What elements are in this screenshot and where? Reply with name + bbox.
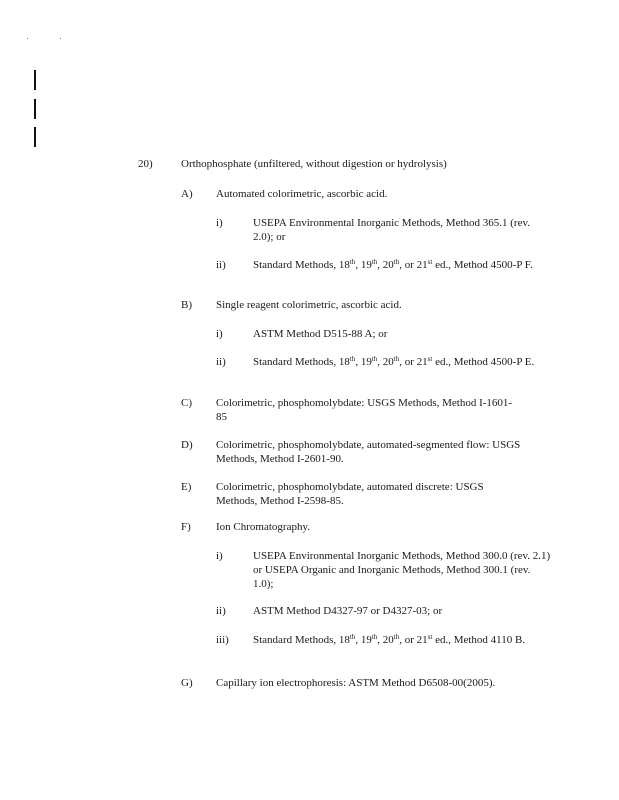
scan-mark — [27, 38, 28, 39]
item-text: Colorimetric, phosphomolybdate, automated discrete: USGS Methods, Method I-2598-85. — [216, 481, 484, 507]
section-number: 20) — [138, 158, 153, 170]
item-label: D) — [181, 439, 193, 451]
item-label: C) — [181, 397, 192, 409]
item-label: F) — [181, 521, 191, 533]
subitem-label: ii) — [216, 259, 226, 271]
item-label: E) — [181, 481, 192, 493]
subitem-text: Standard Methods, 18th, 19th, 20th, or 21st ed., Method 4500-P F. — [253, 258, 533, 271]
subitem-label: ii) — [216, 605, 226, 617]
item-label: A) — [181, 188, 193, 200]
change-bar — [34, 70, 36, 90]
subitem-label: ii) — [216, 356, 226, 368]
section-title: Orthophosphate (unfiltered, without digestion or hydrolysis) — [181, 158, 447, 170]
item-text: Colorimetric, phosphomolybdate, automated-segmented flow: USGS Methods, Method I-2601-90. — [216, 439, 521, 465]
item-text: Ion Chromatography. — [216, 521, 310, 533]
item-text: Automated colorimetric, ascorbic acid. — [216, 188, 388, 200]
change-bar — [34, 127, 36, 147]
scan-mark — [60, 38, 61, 39]
subitem-label: iii) — [216, 634, 229, 646]
subitem-text: ASTM Method D4327-97 or D4327-03; or — [253, 605, 443, 617]
subitem-text: Standard Methods, 18th, 19th, 20th, or 21st ed., Method 4110 B. — [253, 633, 526, 646]
item-text: Single reagent colorimetric, ascorbic acid. — [216, 299, 402, 311]
subitem-label: i) — [216, 217, 223, 229]
subitem-label: i) — [216, 328, 223, 340]
subitem-text: USEPA Environmental Inorganic Methods, Method 365.1 (rev. 2.0); or — [253, 217, 531, 243]
change-bar — [34, 99, 36, 119]
subitem-label: i) — [216, 550, 223, 562]
item-label: B) — [181, 299, 192, 311]
subitem-text: Standard Methods, 18th, 19th, 20th, or 21st ed., Method 4500-P E. — [253, 355, 535, 368]
item-text: Colorimetric, phosphomolybdate: USGS Methods, Method I-1601-85 — [216, 397, 513, 423]
item-text: Capillary ion electrophoresis: ASTM Method D6508-00(2005). — [216, 677, 496, 689]
subitem-text: ASTM Method D515-88 A; or — [253, 328, 388, 340]
subitem-text: USEPA Environmental Inorganic Methods, Method 300.0 (rev. 2.1) or USEPA Organic and Inorganic Methods, Method 300.1 (rev. 1.0); — [253, 550, 551, 590]
item-label: G) — [181, 677, 193, 689]
